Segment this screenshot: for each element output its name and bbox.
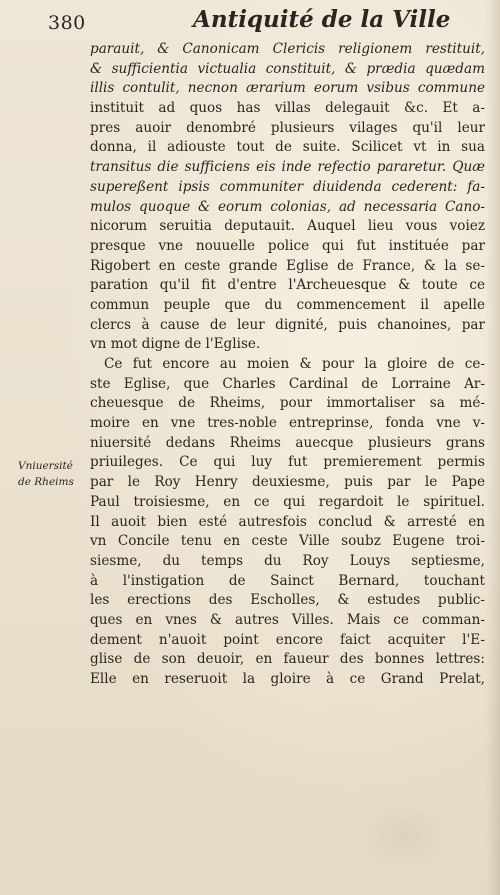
text-line: Ce fut encore au moien & pour la gloire de ce-: [104, 356, 485, 372]
page-number: 380: [48, 12, 86, 34]
text-line: nicorum seruitia deputauit. Auquel lieu vous voiez: [90, 218, 485, 235]
text-line: Il auoit bien esté autresfois conclud & arresté en: [90, 513, 485, 530]
text-line: vn Concile tenu en ceste Ville soubz Eugene troi-: [90, 533, 485, 550]
text-line: dement n'auoit point encore faict acquiter l'E-: [90, 631, 485, 648]
text-line: ste Eglise, que Charles Cardinal de Lorraine Ar-: [90, 375, 485, 392]
text-line: moire en vne tres-noble entreprinse, fonda vne v-: [90, 415, 485, 432]
text-line: à l'instigation de Sainct Bernard, touchant: [90, 572, 485, 589]
text-line: paration qu'il fit d'entre l'Archeuesque & toute ce: [90, 277, 485, 294]
text-line: mulos quoque & eorum colonias, ad necessaria Cano-: [90, 198, 485, 215]
text-line: commun peuple que du commencement il apelle: [90, 296, 485, 313]
paper-stain: [360, 800, 450, 870]
text-line: pres auoir denombré plusieurs vilages qu'il leur: [90, 119, 485, 136]
body-text: [90, 40, 485, 690]
text-line: presque vne nouuelle police qui fut instituée par: [90, 237, 485, 254]
margin-note-line: Vniuersité: [18, 460, 73, 472]
text-line: niuersité dedans Rheims auecque plusieurs grans: [90, 434, 485, 451]
margin-note: [18, 458, 88, 490]
text-line: les erections des Escholles, & estudes public-: [90, 592, 485, 609]
text-line: priuileges. Ce qui luy fut premierement permis: [90, 454, 485, 471]
page-edge-shadow: [486, 0, 500, 895]
text-line: vn mot digne de l'Eglise.: [90, 336, 261, 353]
text-line: Elle en reseruoit la gloire à ce Grand Prelat,: [90, 671, 485, 687]
text-line: glise de son deuoir, en faueur des bonnes lettres:: [90, 651, 485, 668]
text-line: par le Roy Henry deuxiesme, puis par le Pape: [90, 474, 485, 491]
text-line: instituit ad quos has villas delegauit &c. Et a-: [90, 100, 485, 117]
text-line: donna, il adiouste tout de suite. Scilicet vt in sua: [90, 139, 485, 156]
text-line: cheuesque de Rheims, pour immortaliser sa mé-: [90, 395, 485, 412]
text-line: Rigobert en ceste grande Eglise de France, & la se-: [90, 257, 485, 274]
text-line: ques en vnes & autres Villes. Mais ce comman-: [90, 611, 485, 628]
text-line: & sufficientia victualia constituit, & prædia quædam: [90, 60, 485, 77]
text-line: Paul troisiesme, en ce qui regardoit le spirituel.: [90, 493, 485, 510]
text-line: illis contulit, necnon ærarium eorum vsibus commune: [90, 80, 485, 97]
text-line: clercs à cause de leur dignité, puis chanoines, par: [90, 316, 485, 333]
margin-note-line: de Rheims: [18, 476, 74, 488]
text-line: transitus die sufficiens eis inde refectio pararetur. Quæ: [90, 159, 485, 176]
text-line: supereßent ipsis communiter diuidenda cederent: fa-: [90, 178, 485, 195]
text-line: parauit, & Canonicam Clericis religionem restituit,: [90, 41, 485, 57]
running-title: Antiquité de la Ville: [193, 6, 451, 33]
text-line: siesme, du temps du Roy Louys septiesme,: [90, 552, 485, 569]
